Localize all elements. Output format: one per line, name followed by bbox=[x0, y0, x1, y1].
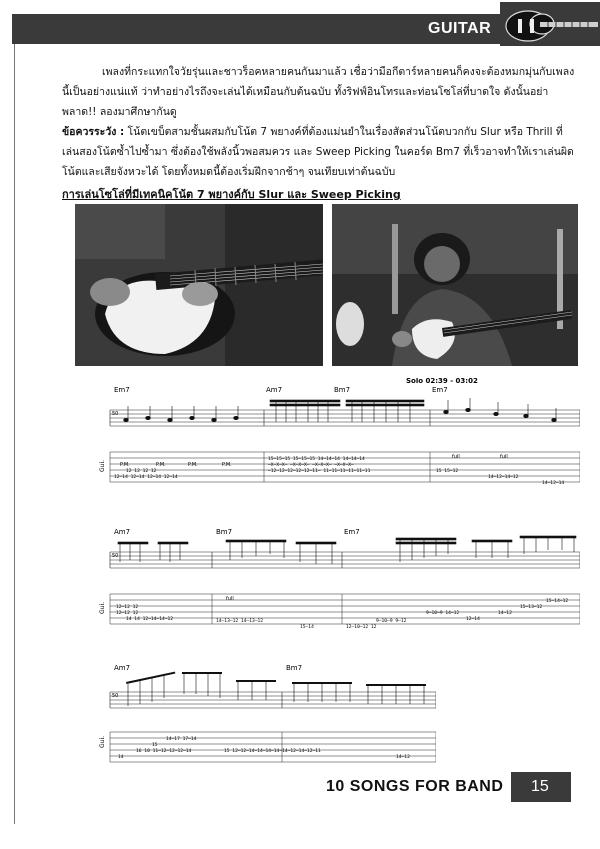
staff-label: Gui. bbox=[99, 735, 106, 748]
pm-mark: P.M. bbox=[222, 462, 232, 468]
photo-guitar-closeup bbox=[75, 204, 323, 366]
header-bar bbox=[12, 14, 482, 44]
bend-label: full bbox=[452, 454, 460, 460]
chord-em7: Em7 bbox=[114, 386, 130, 394]
tab-numbers: 14–12 bbox=[498, 611, 512, 616]
tab-numbers: 15–14 bbox=[300, 625, 314, 630]
photo-guitarist-playing bbox=[332, 204, 578, 366]
tab-numbers: 14–12–14 bbox=[542, 481, 565, 486]
tab-numbers: 15–13–12 bbox=[520, 605, 543, 610]
chord-am7: Am7 bbox=[114, 528, 131, 536]
solo-marker: Solo 02:39 - 03:02 bbox=[406, 378, 478, 385]
pm-mark: P.M. bbox=[188, 462, 198, 468]
page-margin-rule bbox=[14, 44, 15, 824]
score-system-2 bbox=[96, 520, 580, 648]
chord-em7: Em7 bbox=[344, 528, 360, 536]
tab-numbers: 16 10 11–12–12–12–14 bbox=[136, 749, 192, 754]
page-number: 15 bbox=[531, 778, 549, 795]
tab-numbers: 12–14 bbox=[466, 617, 480, 622]
score-system-3 bbox=[96, 660, 436, 780]
tempo-mark: 50 bbox=[112, 693, 119, 699]
intro-text bbox=[62, 62, 578, 182]
pm-mark: P.M. bbox=[156, 462, 166, 468]
chord-bm7: Bm7 bbox=[286, 664, 303, 672]
tab-numbers: 12–12 12 bbox=[116, 605, 139, 610]
chord-bm7: Bm7 bbox=[334, 386, 351, 394]
tab-numbers: 9–10–9 14–12 bbox=[426, 611, 460, 616]
tab-numbers: 9–10–9 9–12 bbox=[376, 619, 407, 624]
bend-label: full bbox=[226, 596, 234, 602]
tab-numbers: 14–12–14–12 bbox=[488, 475, 519, 480]
chord-am7: Am7 bbox=[266, 386, 283, 394]
tab-numbers: 12–10–12 12 bbox=[346, 625, 377, 630]
tab-numbers: 15 12–12–14–14–14–14–14–12–14–12–11 bbox=[224, 749, 321, 754]
section-title: การเล่นโซโล่ที่มีเทคนิคโน้ต 7 พยางค์กับ Slur และ Sweep Picking bbox=[62, 188, 401, 201]
tab-numbers: –X–X–X– –X–X–X– –X–X–X– –X–X–X– bbox=[268, 463, 354, 468]
score-system-1 bbox=[96, 378, 580, 506]
pm-mark: P.M. bbox=[120, 462, 130, 468]
header-title: GUITAR bbox=[428, 20, 492, 37]
tab-numbers: 15 bbox=[152, 743, 158, 748]
warning-paragraph bbox=[62, 122, 578, 182]
tab-numbers: 12 12 12 12 bbox=[126, 469, 157, 474]
guitar-icon bbox=[500, 2, 600, 46]
tab-numbers: 14 bbox=[118, 755, 124, 760]
tab-numbers: 15–14–12 bbox=[546, 599, 569, 604]
intro-paragraph: เพลงที่กระแทกใจวัยรุ่นและชาวร็อคหลายคนกันมาแล้ว เชื่อว่ามือกีตาร์หลายคนก็คงจะต้องหมกมุ่นกับเพลงนี้เป็นอย่างแน่แท้ ว่าทำอย่างไรถึงจะเล่นได้เหมือนกับต้นฉบับ ทั้งริฟฟ์อินโทรและท่อนโซโล่ที่บาดใจ ดังนั้นอย่าพลาด!! ลองมาศึกษากันดู bbox=[62, 66, 575, 118]
staff-label: Gui. bbox=[99, 459, 106, 472]
tempo-mark: 50 bbox=[112, 411, 119, 417]
staff-label: Gui. bbox=[99, 601, 106, 614]
tab-numbers: 15 15–12 bbox=[436, 469, 459, 474]
tab-numbers: 14 14 12–14–14–12 bbox=[126, 617, 174, 622]
warning-text: โน้ตเขบ็ตสามชั้นผสมกับโน้ต 7 พยางค์ที่ต้องแม่นยำในเรื่องสัดส่วนโน้ตบวกกับ Slur หรือ Thrill ที่เล่นสองโน้ตซ้ำไปซ้ำมา ซึ่งต้องใช้พลังนิ้วพอสมควร และ Sweep Picking ในคอร์ด Bm7 ที่เร็วอาจทำให้เราเล่นผิดโน้ตและเสียจังหวะได้ โดยทั้งหมดนี้ต้องเริ่มฝึกจากช้าๆ จนเทียบเท่าต้นฉบับ bbox=[62, 126, 574, 178]
tempo-mark: 50 bbox=[112, 553, 119, 559]
bend-label: full bbox=[500, 454, 508, 460]
warning-label: ข้อควรระวัง : bbox=[62, 126, 125, 138]
tab-numbers: 12–14 12–14 12–14 12–14 bbox=[114, 475, 178, 480]
tab-numbers: –12–12–12–12–12–11– 11–11–11–11–11–11 bbox=[268, 469, 371, 474]
tab-numbers: 12–12 12 bbox=[116, 611, 139, 616]
tab-numbers: 14–17 17–14 bbox=[166, 737, 197, 742]
tab-numbers: 14–13–12 14–13–12 bbox=[216, 619, 264, 624]
chord-em7: Em7 bbox=[432, 386, 448, 394]
tab-numbers: 15–15–15 15–15–15 14–14–14 14–14–14 bbox=[268, 457, 365, 462]
chord-am7: Am7 bbox=[114, 664, 131, 672]
footer-title: 10 SONGS FOR BAND bbox=[326, 778, 504, 795]
tab-numbers: 14–12 bbox=[396, 755, 410, 760]
chord-bm7: Bm7 bbox=[216, 528, 233, 536]
